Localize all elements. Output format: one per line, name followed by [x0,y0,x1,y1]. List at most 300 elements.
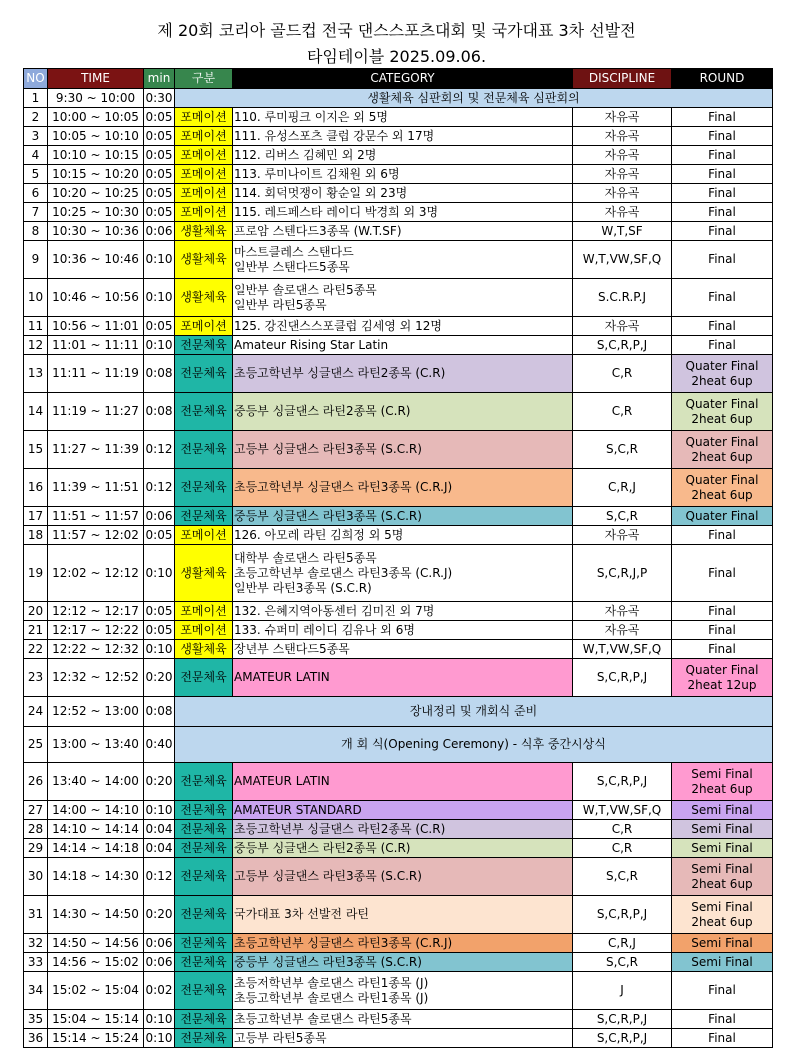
row-minutes: 0:08 [144,393,175,431]
row-round [672,602,773,621]
row-time: 14:30 ~ 14:50 [48,896,144,934]
row-category [233,820,573,839]
row-discipline: S,C,R,P,J [573,763,672,801]
row-number: 6 [24,184,48,203]
row-discipline: W,T,SF [573,222,672,241]
round-line: 2heat 6up [691,914,753,929]
row-number: 35 [24,1010,48,1029]
row-category [233,659,573,697]
row-gubun: 전문체육 [175,839,233,858]
category-line: 114. 회덕멋쟁이 황순일 외 23명 [234,185,408,200]
category-line: 111. 유성스포츠 클럽 강문수 외 17명 [234,128,435,143]
category-line: AMATEUR LATIN [234,670,330,684]
row-time: 11:01 ~ 11:11 [48,336,144,355]
category-line: 고등부 라틴5종목 [234,1030,327,1045]
row-time: 14:10 ~ 14:14 [48,820,144,839]
row-number: 29 [24,839,48,858]
row-number: 3 [24,127,48,146]
row-minutes: 0:06 [144,953,175,972]
row-minutes: 0:20 [144,763,175,801]
row-discipline: C,R [573,393,672,431]
row-round [672,858,773,896]
row-category [233,241,573,279]
row-time: 12:32 ~ 12:52 [48,659,144,697]
category-line: AMATEUR STANDARD [234,802,362,817]
row-gubun: 전문체육 [175,972,233,1010]
row-category [233,431,573,469]
row-round [672,336,773,355]
row-minutes: 0:12 [144,469,175,507]
row-minutes: 0:05 [144,165,175,184]
row-gubun: 전문체육 [175,763,233,801]
round-line: Quater Final [685,472,759,487]
round-line: 2heat 6up [691,876,753,891]
row-discipline: S,C,R [573,507,672,526]
row-banner: 장내정리 및 개회식 준비 [175,697,773,727]
row-minutes: 0:40 [144,727,175,763]
row-round [672,127,773,146]
table-row [24,972,773,1010]
row-discipline: 자유곡 [573,127,672,146]
row-gubun: 생활체육 [175,241,233,279]
row-minutes: 0:10 [144,1029,175,1048]
row-gubun: 전문체육 [175,1010,233,1029]
row-gubun: 포메이션 [175,146,233,165]
row-number: 1 [24,89,48,108]
row-number: 14 [24,393,48,431]
row-minutes: 0:10 [144,640,175,659]
header-discipline: DISCIPLINE [573,69,672,89]
row-discipline: S,C,R,P,J [573,1010,672,1029]
row-number: 30 [24,858,48,896]
row-category [233,526,573,545]
row-number: 32 [24,934,48,953]
row-time: 15:02 ~ 15:04 [48,972,144,1010]
row-discipline: 자유곡 [573,203,672,222]
row-round [672,896,773,934]
row-round [672,279,773,317]
table-row [24,222,773,241]
row-time: 11:27 ~ 11:39 [48,431,144,469]
row-category [233,896,573,934]
row-category [233,972,573,1010]
category-line: 프로암 스텐다드3종목 (W.T.SF) [234,223,402,238]
row-gubun: 전문체육 [175,393,233,431]
row-number: 2 [24,108,48,127]
row-minutes: 0:05 [144,203,175,222]
row-minutes: 0:08 [144,355,175,393]
row-round [672,1029,773,1048]
row-minutes: 0:05 [144,621,175,640]
round-line: Semi Final [691,899,753,914]
row-minutes: 0:05 [144,602,175,621]
table-row [24,640,773,659]
row-number: 7 [24,203,48,222]
row-minutes: 0:05 [144,184,175,203]
round-line: Final [708,109,736,124]
row-round [672,1010,773,1029]
header-round: ROUND [672,69,773,89]
row-round [672,469,773,507]
row-discipline: J [573,972,672,1010]
row-number: 11 [24,317,48,336]
row-discipline: 자유곡 [573,621,672,640]
table-row [24,184,773,203]
row-category [233,801,573,820]
row-round [672,165,773,184]
row-number: 5 [24,165,48,184]
round-line: Final [708,565,736,580]
row-time: 11:57 ~ 12:02 [48,526,144,545]
row-number: 12 [24,336,48,355]
row-round [672,839,773,858]
row-category [233,507,573,526]
timetable [23,68,773,1048]
row-discipline: C,R [573,820,672,839]
row-gubun: 전문체육 [175,820,233,839]
table-row [24,393,773,431]
row-category [233,469,573,507]
category-line: 중등부 싱글댄스 라틴3종목 (S.C.R) [234,508,422,523]
row-round [672,972,773,1010]
round-line: Final [708,983,736,997]
row-round [672,545,773,602]
row-time: 13:00 ~ 13:40 [48,727,144,763]
table-row [24,165,773,184]
row-time: 14:50 ~ 14:56 [48,934,144,953]
row-time: 12:02 ~ 12:12 [48,545,144,602]
table-row [24,431,773,469]
row-time: 13:40 ~ 14:00 [48,763,144,801]
table-row [24,203,773,222]
row-round [672,659,773,697]
row-discipline: S,C,R [573,858,672,896]
row-gubun: 포메이션 [175,317,233,336]
row-discipline: W,T,VW,SF,Q [573,801,672,820]
row-gubun: 생활체육 [175,279,233,317]
header-gubun: 구분 [175,69,233,89]
row-round [672,355,773,393]
row-minutes: 0:04 [144,839,175,858]
round-line: Semi Final [691,802,753,817]
table-row [24,241,773,279]
row-category [233,858,573,896]
row-discipline: C,R,J [573,469,672,507]
row-round [672,507,773,526]
table-row [24,659,773,697]
row-round [672,146,773,165]
category-line: 125. 강진댄스스포클럽 김세영 외 12명 [234,318,442,333]
row-time: 12:22 ~ 12:32 [48,640,144,659]
header-time: TIME [48,69,144,89]
row-number: 33 [24,953,48,972]
category-line: 초등고학년부 솔로댄스 라틴5종목 [234,1011,412,1026]
row-minutes: 0:12 [144,858,175,896]
row-minutes: 0:05 [144,108,175,127]
category-line: 126. 아모레 라틴 김희정 외 5명 [234,527,404,542]
row-gubun: 포메이션 [175,602,233,621]
row-round [672,621,773,640]
row-discipline: 자유곡 [573,146,672,165]
round-line: Final [708,166,736,181]
row-discipline: S,C,R,P,J [573,1029,672,1048]
table-row [24,801,773,820]
category-line: 112. 리버스 김혜민 외 2명 [234,147,377,162]
round-line: Final [708,527,736,542]
row-discipline: 자유곡 [573,526,672,545]
row-time: 11:11 ~ 11:19 [48,355,144,393]
round-line: Final [708,1030,736,1045]
row-number: 17 [24,507,48,526]
round-line: Quater Final [685,434,759,449]
page-subtitle: 타임테이블 2025.09.06. [306,47,487,66]
row-minutes: 0:20 [144,659,175,697]
round-line: Quater Final [685,508,759,523]
category-line: 초등고학년부 싱글댄스 라틴3종목 (C.R.J) [234,935,453,950]
category-line: 고등부 싱글댄스 라틴3종목 (S.C.R) [234,869,422,883]
row-time: 10:20 ~ 10:25 [48,184,144,203]
row-number: 27 [24,801,48,820]
row-discipline: 자유곡 [573,184,672,203]
category-line: 국가대표 3차 선발전 라틴 [234,907,369,921]
table-row [24,953,773,972]
category-line: 113. 루미나이트 김채원 외 6명 [234,166,400,181]
row-time: 10:25 ~ 10:30 [48,203,144,222]
round-line: Final [708,147,736,162]
header-category: CATEGORY [233,69,573,89]
row-minutes: 0:05 [144,127,175,146]
row-gubun: 전문체육 [175,507,233,526]
row-round [672,820,773,839]
table-row [24,146,773,165]
row-time: 11:39 ~ 11:51 [48,469,144,507]
row-minutes: 0:05 [144,146,175,165]
row-minutes: 0:12 [144,431,175,469]
row-number: 23 [24,659,48,697]
row-number: 21 [24,621,48,640]
row-category [233,108,573,127]
table-row [24,934,773,953]
round-line: Semi Final [691,935,753,950]
row-discipline: 자유곡 [573,165,672,184]
page-title: 제 20회 코리아 골드컵 전국 댄스스포츠대회 및 국가대표 3차 선발전 [157,21,636,40]
row-category [233,317,573,336]
category-line: 110. 루미핑크 이지은 외 5명 [234,109,388,124]
round-line: Final [708,1011,736,1026]
row-category [233,393,573,431]
row-minutes: 0:10 [144,241,175,279]
row-gubun: 생활체육 [175,222,233,241]
row-category [233,1029,573,1048]
category-line: 일반부 라틴5종목 [234,297,327,312]
row-minutes: 0:10 [144,336,175,355]
row-number: 10 [24,279,48,317]
row-minutes: 0:10 [144,801,175,820]
table-row [24,763,773,801]
row-banner: 개 회 식(Opening Ceremony) - 식후 중간시상식 [175,727,773,763]
row-time: 10:56 ~ 11:01 [48,317,144,336]
round-line: Final [708,185,736,200]
row-gubun: 포메이션 [175,108,233,127]
row-round [672,241,773,279]
table-row [24,355,773,393]
row-time: 12:12 ~ 12:17 [48,602,144,621]
table-row [24,697,773,727]
row-time: 14:56 ~ 15:02 [48,953,144,972]
row-category [233,763,573,801]
row-discipline: C,R,J [573,934,672,953]
row-gubun: 포메이션 [175,184,233,203]
row-category [233,621,573,640]
timetable-body [24,89,773,1048]
row-number: 31 [24,896,48,934]
row-discipline: W,T,VW,SF,Q [573,241,672,279]
row-category [233,355,573,393]
row-discipline: S,C,R,P,J [573,336,672,355]
row-gubun: 포메이션 [175,526,233,545]
round-line: Final [708,603,736,618]
row-number: 24 [24,697,48,727]
round-line: 2heat 6up [691,487,753,502]
row-category [233,602,573,621]
row-time: 12:52 ~ 13:00 [48,697,144,727]
row-minutes: 0:05 [144,317,175,336]
row-gubun: 전문체육 [175,896,233,934]
row-time: 15:14 ~ 15:24 [48,1029,144,1048]
round-line: Final [708,252,736,266]
row-number: 20 [24,602,48,621]
row-category [233,279,573,317]
row-number: 25 [24,727,48,763]
row-round [672,393,773,431]
header-no: NO [24,69,48,89]
row-gubun: 전문체육 [175,801,233,820]
row-number: 28 [24,820,48,839]
table-row [24,1010,773,1029]
row-round [672,317,773,336]
category-line: 115. 레드페스타 레이디 박경희 외 3명 [234,204,439,219]
round-line: 2heat 6up [691,373,753,388]
round-line: Final [708,223,736,238]
row-minutes: 0:04 [144,820,175,839]
row-category [233,127,573,146]
row-round [672,108,773,127]
row-number: 9 [24,241,48,279]
row-round [672,763,773,801]
row-time: 10:10 ~ 10:15 [48,146,144,165]
row-category [233,640,573,659]
table-row [24,820,773,839]
row-minutes: 0:10 [144,279,175,317]
row-discipline: 자유곡 [573,602,672,621]
category-line: 일반부 라틴3종목 (S.C.R) [234,580,372,595]
round-line: 2heat 6up [691,411,753,426]
row-round [672,184,773,203]
row-minutes: 0:10 [144,545,175,602]
category-line: 고등부 싱글댄스 라틴3종목 (S.C.R) [234,442,422,456]
category-line: 중등부 싱글댄스 라틴3종목 (S.C.R) [234,954,422,969]
row-number: 8 [24,222,48,241]
row-gubun: 생활체육 [175,545,233,602]
row-gubun: 포메이션 [175,165,233,184]
row-round [672,203,773,222]
row-category [233,165,573,184]
row-time: 14:14 ~ 14:18 [48,839,144,858]
row-round [672,934,773,953]
category-line: 132. 은혜지역아동센터 김미진 외 7명 [234,603,435,618]
round-line: 2heat 12up [687,677,757,692]
category-line: 대학부 솔로댄스 라틴5종목 [234,550,377,565]
category-line: 초등저학년부 솔로댄스 라틴1종목 (J) [234,975,429,990]
row-category [233,1010,573,1029]
row-number: 19 [24,545,48,602]
round-line: Final [708,641,736,656]
row-time: 12:17 ~ 12:22 [48,621,144,640]
category-line: 장년부 스탠다드5종목 [234,641,350,656]
row-time: 10:00 ~ 10:05 [48,108,144,127]
category-line: 초등고학년부 싱글댄스 라틴2종목 (C.R) [234,366,446,380]
row-number: 18 [24,526,48,545]
row-gubun: 전문체육 [175,659,233,697]
row-discipline: C,R [573,355,672,393]
row-time: 10:30 ~ 10:36 [48,222,144,241]
row-discipline: W,T,VW,SF,Q [573,640,672,659]
round-line: 2heat 6up [691,781,753,796]
row-discipline: S.C.R.P.J [573,279,672,317]
round-line: Semi Final [691,766,753,781]
row-discipline: 자유곡 [573,317,672,336]
round-line: Quater Final [685,396,759,411]
row-time: 14:18 ~ 14:30 [48,858,144,896]
row-category [233,184,573,203]
category-line: 초등고학년부 솔로댄스 라틴3종목 (C.R.J) [234,565,453,580]
row-time: 10:15 ~ 10:20 [48,165,144,184]
table-row [24,858,773,896]
row-gubun: 전문체육 [175,469,233,507]
row-category [233,146,573,165]
header-row [24,69,773,89]
table-row [24,839,773,858]
row-discipline: 자유곡 [573,108,672,127]
row-minutes: 0:08 [144,697,175,727]
row-gubun: 포메이션 [175,203,233,222]
row-gubun: 포메이션 [175,621,233,640]
row-time: 11:19 ~ 11:27 [48,393,144,431]
row-number: 15 [24,431,48,469]
row-minutes: 0:02 [144,972,175,1010]
row-gubun: 전문체육 [175,953,233,972]
row-round [672,953,773,972]
row-discipline: S,C,R [573,431,672,469]
category-line: 일반부 솔로댄스 라틴5종목 [234,282,377,297]
category-line: 중등부 싱글댄스 라틴2종목 (C.R) [234,404,411,418]
row-time: 15:04 ~ 15:14 [48,1010,144,1029]
row-number: 22 [24,640,48,659]
round-line: Final [708,290,736,304]
row-discipline: S,C,R,J,P [573,545,672,602]
header-min: min [144,69,175,89]
row-time: 10:36 ~ 10:46 [48,241,144,279]
row-number: 34 [24,972,48,1010]
table-row [24,602,773,621]
table-row [24,727,773,763]
row-discipline: C,R [573,839,672,858]
table-row [24,896,773,934]
row-gubun: 전문체육 [175,1029,233,1048]
row-number: 13 [24,355,48,393]
row-discipline: S,C,R,P,J [573,896,672,934]
table-row [24,621,773,640]
